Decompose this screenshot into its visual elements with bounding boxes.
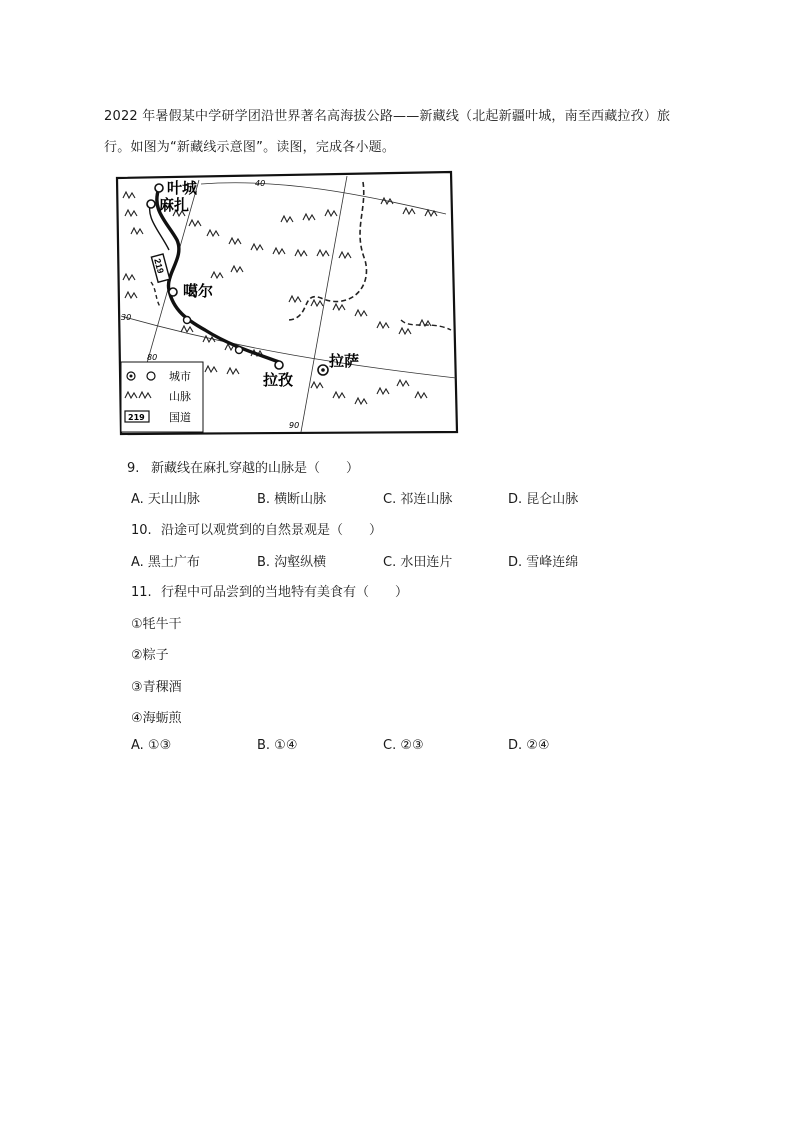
city-gar-marker <box>169 288 177 296</box>
city-maza-label: 麻扎 <box>159 196 190 214</box>
city-yecheng-label: 叶城 <box>167 179 198 197</box>
city-lhatse-marker <box>275 361 283 369</box>
option-b[interactable]: B. 沟壑纵横 <box>257 555 327 570</box>
option-d[interactable]: D. 昆仑山脉 <box>508 492 579 507</box>
city-lhasa-label: 拉萨 <box>329 352 360 370</box>
lat-label-30: 30 <box>121 313 132 322</box>
lat-label-40: 40 <box>255 179 266 188</box>
capital-lhasa-dot <box>321 368 325 372</box>
food-item-1: ①牦牛干 <box>131 617 182 632</box>
map-legend <box>121 362 203 432</box>
option-a[interactable]: A. 天山山脉 <box>131 492 200 507</box>
question-text: 行程中可品尝到的当地特有美食有（ ） <box>161 585 409 600</box>
option-d[interactable]: D. ②④ <box>508 738 550 753</box>
city-lhatse-label: 拉孜 <box>263 371 294 389</box>
option-c[interactable]: C. ②③ <box>383 738 424 753</box>
question-9 <box>127 457 359 476</box>
question-10 <box>131 519 382 538</box>
question-text: 沿途可以观赏到的自然景观是（ ） <box>161 523 383 538</box>
option-c[interactable]: C. 水田连片 <box>383 555 453 570</box>
question-number: 10. <box>131 523 152 538</box>
question-text: 新藏线在麻扎穿越的山脉是（ ） <box>151 461 360 476</box>
city-gar-label: 噶尔 <box>183 282 214 300</box>
food-item-2: ②粽子 <box>131 648 169 663</box>
intro-line-2: 行。如图为“新藏线示意图”。读图，完成各小题。 <box>104 140 396 155</box>
option-a[interactable]: A. ①③ <box>131 738 172 753</box>
question-11 <box>131 581 408 600</box>
legend-road-number: 219 <box>128 413 145 422</box>
city-marker <box>236 347 243 354</box>
option-a[interactable]: A. 黑土广布 <box>131 555 200 570</box>
city-marker <box>184 317 191 324</box>
legend-city-label: 城市 <box>169 370 191 383</box>
legend-road-label: 国道 <box>169 411 191 424</box>
lon-label-80: 80 <box>147 353 158 362</box>
option-d[interactable]: D. 雪峰连绵 <box>508 555 579 570</box>
xinjiang-tibet-road-map <box>111 170 463 436</box>
question-intro <box>104 101 704 163</box>
option-b[interactable]: B. 横断山脉 <box>257 492 327 507</box>
question-number: 9. <box>127 461 140 476</box>
lon-label-90: 90 <box>289 421 300 430</box>
intro-line-1: 2022 年暑假某中学研学团沿世界著名高海拔公路——新藏线（北起新疆叶城，南至西藏拉孜）旅 <box>104 109 671 124</box>
city-maza-marker <box>147 200 155 208</box>
legend-mountain-label: 山脉 <box>169 390 191 403</box>
food-item-3: ③青稞酒 <box>131 680 182 695</box>
city-yecheng-marker <box>155 184 163 192</box>
option-c[interactable]: C. 祁连山脉 <box>383 492 453 507</box>
question-number: 11. <box>131 585 152 600</box>
legend-city-icon <box>147 372 155 380</box>
road-label: 219 <box>152 257 166 275</box>
food-item-4: ④海蛎煎 <box>131 711 182 726</box>
option-b[interactable]: B. ①④ <box>257 738 298 753</box>
